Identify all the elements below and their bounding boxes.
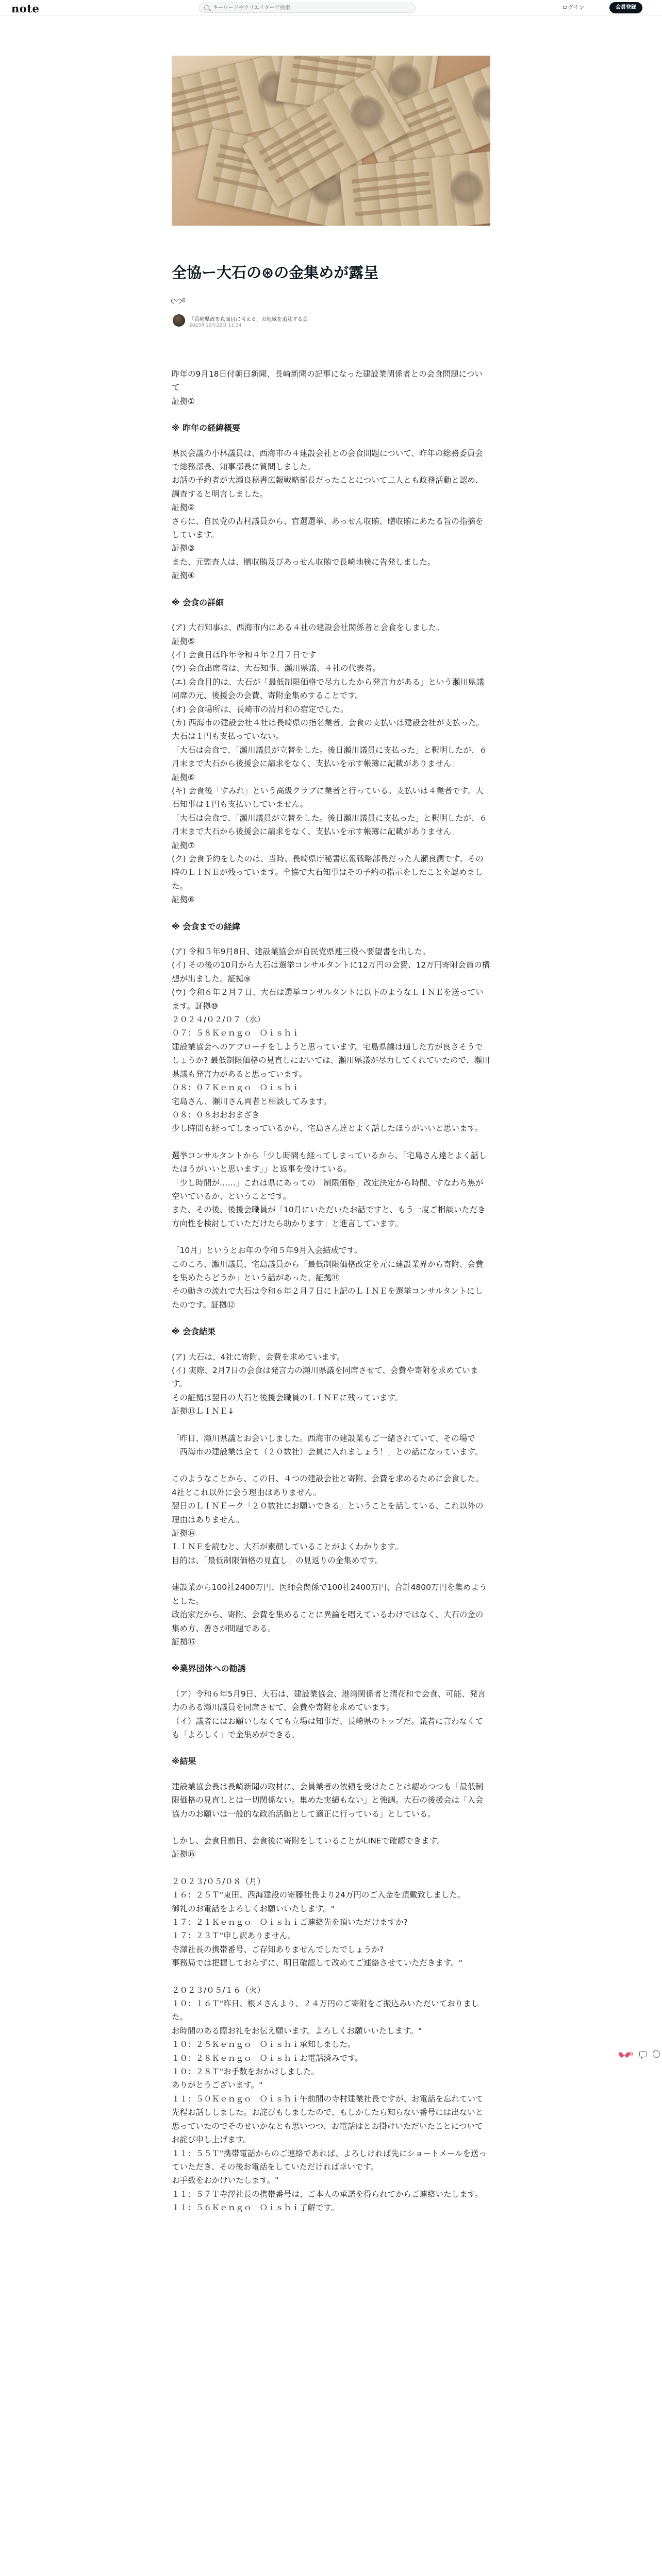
floating-actions <box>621 2050 660 2058</box>
search-icon <box>204 5 209 10</box>
paragraph: 建設業から100社2400万円、医師会関係で100社2400万円、合計4800万円を集めようとした。 政治家だから、寄附、会費を集めることに異論を唱えているわけではなく、大石の金の集め方、善さが問題である。 証拠⑮ <box>172 1583 487 1647</box>
paragraph: 選挙コンサルタントから「少し時間も経ってしまっているから、「宅島さん達とよく話したほうがいいと思います」」と返事を受けている。 「少し時間が……」これは県にあっての「制限価格」改定決定から時間、すなわち焦が空いているか、ということです。 また、その後、後援会職員が「10月にいただいたお話ですと、もう一度ご相談いただき方向性を検討していただけたら助かります」と進言しています。 <box>172 1150 487 1228</box>
author-name[interactable]: 「長崎県政を真面目に考える」の地域を追及する会 <box>189 317 308 323</box>
search-box[interactable] <box>199 3 416 13</box>
paragraph: 「10月」というとお年の令和５年9月入会結成です。 このころ、瀬川議員、宅島議員から「最低制限価格改定を元に建設業界から寄附、会費を集めたらどうか」という話があった。証拠⑪ その動きの流れで大石は令和６年２月７日に上記のＬＩＮＥを選挙コンサルタントにしたのです。証拠⑫ <box>172 1246 484 1310</box>
section-heading: ※ 会食の詳細 <box>172 597 224 607</box>
login-link[interactable]: ログイン <box>562 4 585 11</box>
global-header <box>0 0 662 15</box>
note-logo[interactable]: note <box>11 2 40 15</box>
section-heading: ※ 会食までの経緯 <box>172 921 241 931</box>
like-count: 6 <box>182 297 186 304</box>
paragraph: 建設業協会長は長崎新聞の取材に、会員業者の依頼を受けたことは認めつつも「最低制限価格の見直しとは一切関係ない。集めた実績もない」と強調。大石の後援会は「入会協力のお願いは一般的な政治活動として適正に行っている」としている。 <box>172 1782 484 1819</box>
paragraph: ２０２３/０５/０８（月） １６：２５Ｔ"東田、西海建設の寄藤社長より24万円のご入金を頂戴致しました。 御礼のお電話をよろしくお願いいたします。" １７：２１Ｋｅｎｇｏ Ｏｉｓｈｉご連絡先を頂いただけますか? １７：２３Ｔ"申し訳ありません。 寺澤社長の携帯番号、ご存知ありませんでしたでしょうか? 事務局では把握しておらずに、明日確認して改めてご連絡させていただきます。" <box>172 1876 466 1968</box>
paragraph: （ア）令和６年5月9日、大石は、建設業協会、港湾関係者と清花和で会食、可能、発言力のある瀬川議員を同席させて、会費や寄附を求めています。 （イ）議者にはお願いしなくても立場は知事だ、長崎県のトップだ。議者に言わなくても「よろしく」で金集めができる。 <box>172 1689 486 1739</box>
article-title: 全協ー大石の⊛の金集めが露呈 <box>172 264 379 281</box>
side-like-button[interactable] <box>621 2051 633 2058</box>
section-heading: ※結果 <box>172 1756 196 1767</box>
paragraph: (ア) 大石は、4社に寄附、会費を求めています。 (イ) 実際、2月7日の会食は発言力の瀬川県議を同席させて、会費や寄附を求めています。 その証拠は翌日の大石と後援会職員のＬＩＮＥに残っています。 証拠⑬ＬＩＮＥ↓ <box>172 1352 478 1416</box>
avatar[interactable] <box>173 314 185 327</box>
section-heading: ※業界団体への勧誘 <box>172 1664 246 1674</box>
more-options-icon[interactable] <box>653 2050 660 2058</box>
side-like-count: 9 <box>630 2050 633 2058</box>
like-row[interactable] <box>173 297 186 304</box>
heart-icon[interactable] <box>621 2051 628 2057</box>
search-input[interactable] <box>213 3 409 12</box>
article-body <box>172 367 490 2228</box>
signup-button[interactable]: 会員登録 <box>609 2 642 13</box>
paragraph: しかし、会食日前日、会食後に寄附をしていることがLINEで確認できます。 証拠⑯ <box>172 1836 445 1859</box>
heart-icon[interactable] <box>173 298 179 303</box>
section-heading: ※ 会食結果 <box>172 1327 216 1337</box>
paragraph: (ア) 大石知事は、西海市内にある４社の建設会社関係者と会食をしました。 証拠⑤ (イ) 会食日は昨年令和４年２月７日です (ウ) 会食出席者は、大石知事、瀬川県議、４社の代表者。 (エ) 会食目的は、大石が「最低制限価格で尽力したから発言力がある」という瀬川県議同席の元、後援会の会費、寄附金集めすることです。 (オ) 会食場所は、長崎市の清月和の宿定でした。 (カ) 西海市の建設会社４社は長崎県の指名業者。会食の支払いは建設会社が支払った。大石は１円も支払っていない。 「大石は会食で、「瀬川議員が立替をした。後日瀬川議員に支払った」と釈明したが、６月末まで大石から後援会に請求をなく、支払いを示す帳簿に記載がありません」 証拠⑥ (キ) 会食後「すみれ」という高級クラブに業者と行っている。支払いは４業者です。大石知事は１円も支払いしていません。 「大石は会食で、「瀬川議員が立替をした。後日瀬川議員に支払った」と釈明したが、６月末まで大石から後援会に請求をなく、支払いを示す帳簿に記載がありません」 証拠⑦ (ク) 会食予約をしたのは、当時、長崎県庁秘書広報戦略部長だった大瀬良潤です。その時のＬＩＮＥが残っています。全協で大石知事はその予約の指示をしたことを認めました。 証拠⑧ <box>172 623 487 905</box>
comment-icon[interactable] <box>639 2051 647 2057</box>
section-heading: ※ 昨年の経緯概要 <box>172 423 241 433</box>
paragraph: ２０２３/０５/１６（火） １０：１６Ｔ"昨日、根メさんより、２４万円のご寄附をご振込みいただいておりました。 お時間のある際お礼をお伝え願います。よろしくお願いいたします。" １０：２５Ｋｅｎｇｏ Ｏｉｓｈｉ承知しました。 １０：２８Ｋｅｎｇｏ Ｏｉｓｈｉお電話済みです。 １０：２８Ｔ"お手数をおかけしました。 ありがとうございます。" １１：５０Ｋｅｎｇｏ Ｏｉｓｈｉ午前間の寺村建業社長ですが、お電話を忘れていて先程お話ししました。お詫びもしましたので、もしかしたら知らない番号には出ないと思っていたのでそのせいかなとも思いつつ、お電話はとお掛けいただいたことについてお詫び申し上げます。 １１：５５Ｔ"携帯電話からのご連絡であれば、よろしければ先にショートメールを送っていただき、その後お電話をしていただければ幸いです。 お手数をおかけいたします。" １１：５７Ｔ寺澤社長の携帯番号は、ご本人の承諾を得られてからご連絡いたします。 １１：５６Ｋｅｎｇｏ Ｏｉｓｈｉ了解です。 <box>172 1985 487 2213</box>
paragraph: 昨年の9月18日付朝日新聞、長崎新聞の記事になった建設業関係者との会食問題について 証拠① <box>172 369 483 406</box>
paragraph: 県民会議の小林議員は、西海市の４建設会社との会食問題について、昨年の総務委員会で総務部長、知事部長に質問しました。 お話の予約者が大瀬良秘書広報戦略部長だったことについて二人とも政務活動と認め、調査すると明言しました。 証拠② さらに、自民党の古村議員から、官選選挙、あっせん収賄、贈収賄にあたる旨の指摘をしています。 証拠③ また、元監査人は、贈収賄及びあっせん収賄で長崎地検に告発しました。 証拠④ <box>172 448 484 581</box>
paragraph: このようなことから、この日、４つの建設会社と寄附、会費を求めるために会食した。 4社とこれ以外に会う理由はありません。 翌日のＬＩＮＥーク「２０数社にお願いできる」ということを話している、これ以外の理由はありません。 証拠⑭ ＬＩＮＥを読むと、大石が素顔していることがよくわかります。 目的は、「最低制限価格の見直し」の見返りの金集めです。 <box>172 1474 484 1565</box>
paragraph: 「昨日、瀬川県議とお会いしました。西海市の建設業もご一緒されていて、その場で「西海市の建設業は全て（２０数社）会員に入れましょう！」との話になっています。 <box>172 1433 483 1457</box>
post-date: 2023年10月22日 11:34 <box>189 323 242 328</box>
paragraph: (ア) 令和５年9月8日、建設業協会が自民党県連三役へ要望書を出した。 (イ) その後の10月から大石は選挙コンサルタントに12万円の会費、12万円寄附会員の構想が出ました。証拠⑨ (ウ) 令和６年２月７日、大石は選挙コンサルタントに以下のようなＬＩＮＥを送っています。証拠⑩ ２０２４/０２/０７（水） ０７：５８Ｋｅｎｇｏ Ｏｉｓｈｉ 建設業協会へのアプローチをしようと思っています。宅島県議は通した方が良さそうでしょうか? 最低制限価格の見直しにおいては、瀬川県議が尽力してくれていたので、瀬川県議も発言力があると思っています。 ０８：０７Ｋｅｎｇｏ Ｏｉｓｈｉ 宅島さん、瀬川さん両者と相談してみます。 ０８：０８おおおまざき 少し時間も経ってしまっているから、宅島さん達とよく話したほうがいいと思います。 <box>172 947 490 1133</box>
hero-image <box>172 56 490 226</box>
